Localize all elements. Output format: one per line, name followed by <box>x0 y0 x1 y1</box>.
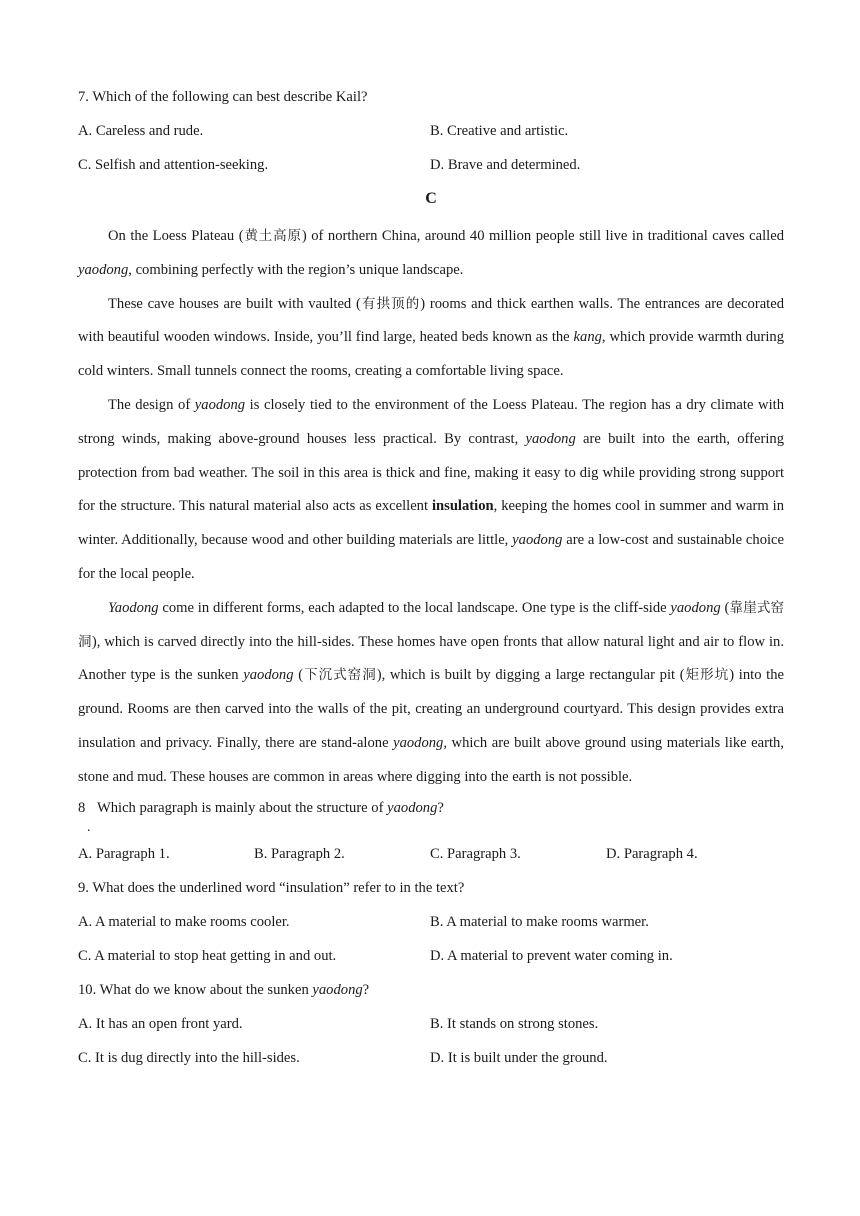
q8-option-a: A. Paragraph 1. <box>78 845 170 862</box>
q7-options-row-2 <box>78 152 784 186</box>
q9-option-b: B. A material to make rooms warmer. <box>430 913 649 930</box>
q10-stem: 10. What do we know about the sunken yaodong? <box>78 981 370 998</box>
q8-option-d: D. Paragraph 4. <box>606 845 698 862</box>
q7-options-row-1 <box>78 118 784 152</box>
passage-paragraph-2: These cave houses are built with vaulted (有拱顶的) rooms and thick earthen walls. The entrances are decorated with beautiful wooden windows. Inside, you’ll find large, heated beds known as the kang, which provide warmth during cold winters. Small tunnels connect the rooms, creating a comfortable living space. <box>78 295 785 380</box>
q10-options-row-2 <box>78 1045 784 1079</box>
q10-option-c: C. It is dug directly into the hill-sides. <box>78 1049 300 1066</box>
q9-options-row-2 <box>78 943 784 977</box>
q10-option-b: B. It stands on strong stones. <box>430 1015 599 1032</box>
q7-option-d: D. Brave and determined. <box>430 157 581 173</box>
q7-option-b: B. Creative and artistic. <box>430 123 569 139</box>
passage-paragraph-4: Yaodong come in different forms, each adapted to the local landscape. One type is the cliff-side yaodong (靠崖式窑洞), which is carved directly into the hill-sides. These homes have open fronts that allow natural light and air to flow in. Another type is the sunken yaodong (下沉式窑洞), which is built by digging a large rectangular pit (矩形坑) into the ground. Rooms are then carved into the walls of the pit, creating an underground courtyard. This design provides extra insulation and privacy. Finally, there are stand-alone yaodong, which are built above ground using materials like earth, stone and mud. These houses are common in areas where digging into the earth is not possible. <box>78 599 785 785</box>
q9-option-a: A. A material to make rooms cooler. <box>78 913 290 930</box>
q10-option-a: A. It has an open front yard. <box>78 1015 243 1032</box>
q9-option-c: C. A material to stop heat getting in and out. <box>78 947 337 964</box>
exam-page <box>78 84 784 1079</box>
q8-options-row <box>78 841 784 875</box>
passage-paragraph-1: On the Loess Plateau (黄土高原) of northern China, around 40 million people still live in traditional caves called yaodong, combining perfectly with the region’s unique landscape. <box>78 228 785 278</box>
q9-option-d: D. A material to prevent water coming in. <box>430 947 673 964</box>
q7-option-a: A. Careless and rude. <box>78 123 204 139</box>
section-label: C <box>425 190 437 207</box>
q10-options-row-1 <box>78 1011 784 1045</box>
q7-stem: 7. Which of the following can best describe Kail? <box>78 89 368 105</box>
q7-option-c: C. Selfish and attention-seeking. <box>78 157 269 173</box>
q8-stem: 8 . Which paragraph is mainly about the structure of yaodong? <box>78 795 784 841</box>
q8-option-c: C. Paragraph 3. <box>430 845 521 862</box>
passage-paragraph-3: The design of yaodong is closely tied to the environment of the Loess Plateau. The region has a dry climate with strong winds, making above-ground houses less practical. By contrast, yaodong are built into the earth, offering protection from bad weather. The soil in this area is thick and fine, making it easy to dig while providing strong support for the structure. This natural material also acts as excellent insulation, keeping the homes cool in summer and warm in winter. Additionally, because wood and other building materials are little, yaodong are a low-cost and sustainable choice for the local people. <box>78 396 784 582</box>
q9-options-row-1 <box>78 909 784 943</box>
insulation-keyword: insulation <box>431 498 494 515</box>
q8-dot: . <box>87 819 91 835</box>
q8-number: 8 <box>78 799 86 816</box>
q8-option-b: B. Paragraph 2. <box>254 845 345 862</box>
q9-stem: 9. What does the underlined word “insulation” refer to in the text? <box>78 879 465 896</box>
q10-option-d: D. It is built under the ground. <box>430 1049 608 1066</box>
